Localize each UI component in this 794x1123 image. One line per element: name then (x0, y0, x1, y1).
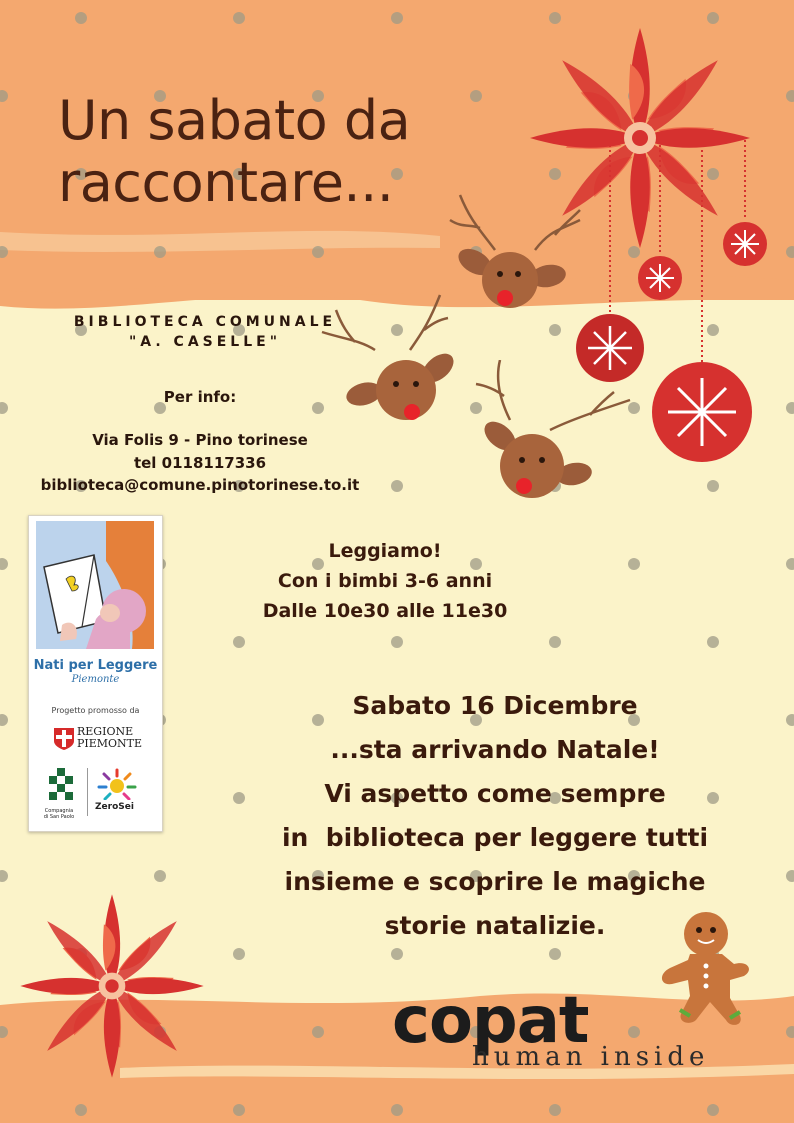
compagnia-san-paolo-label (39, 808, 79, 820)
polka-dot (312, 1026, 324, 1038)
compagnia-san-paolo-icon (49, 768, 73, 804)
reading-info (240, 536, 530, 626)
copat-wordmark: copat (392, 984, 589, 1058)
polka-dot (0, 90, 8, 102)
polka-dot (707, 1104, 719, 1116)
contact-address: Via Folis 9 - Pino torinese (92, 431, 308, 449)
poster-title: Un sabato da raccontare... (58, 89, 411, 214)
nati-per-leggere-subtitle: Piemonte (71, 674, 120, 685)
regione-piemonte-label (77, 726, 142, 750)
polka-dot (628, 1026, 640, 1038)
polka-dot (628, 558, 640, 570)
polka-dot (0, 714, 8, 726)
polka-dot (786, 558, 794, 570)
event-line2: ...sta arrivando Natale! (330, 735, 660, 764)
nati-per-leggere-logo-card (28, 515, 163, 832)
reindeer-icon (320, 290, 470, 420)
polka-dot (549, 636, 561, 648)
contact-email[interactable]: biblioteca@comune.pinotorinese.to.it (40, 476, 360, 494)
copat-tagline: human inside (472, 1042, 710, 1072)
library-name-line2: "A. CASELLE" (128, 334, 282, 350)
event-line4: in biblioteca per leggere tutti (281, 823, 709, 852)
polka-dot (786, 714, 794, 726)
zerosei-sun-icon (97, 768, 137, 800)
polka-dot (233, 1104, 245, 1116)
polka-dot (786, 90, 794, 102)
contact-phone: tel 0118117336 (133, 454, 267, 472)
event-line6: storie natalizie. (384, 911, 606, 940)
polka-dot (75, 12, 87, 24)
reading-line2: Con i bimbi 3-6 anni (277, 570, 493, 592)
polka-dot (391, 12, 403, 24)
polka-dot (391, 636, 403, 648)
polka-dot (549, 948, 561, 960)
contact-label: Per info: (163, 388, 237, 406)
nati-per-leggere-title: Nati per Leggere (33, 658, 158, 673)
polka-dot (549, 1104, 561, 1116)
polka-dot (0, 870, 8, 882)
logo-divider (87, 768, 88, 816)
reindeer-icon (470, 360, 640, 510)
polka-dot (154, 870, 166, 882)
polka-dot (233, 636, 245, 648)
polka-dot (786, 870, 794, 882)
polka-dot (0, 246, 8, 258)
polka-dot (0, 402, 8, 414)
regione-piemonte-shield-icon (53, 727, 75, 751)
reading-child-illustration (36, 521, 154, 649)
library-name-line1: BIBLIOTECA COMUNALE (73, 314, 337, 330)
event-line1: Sabato 16 Dicembre (352, 691, 638, 720)
polka-dot (312, 246, 324, 258)
polka-dot (391, 1104, 403, 1116)
regione-line2: PIEMONTE (77, 737, 143, 750)
zerosei-label: ZeroSei (95, 802, 134, 812)
compagnia-line2: di San Paolo (43, 814, 75, 820)
poinsettia-ornament-bottom-icon (12, 886, 212, 1086)
event-line5: insieme e scoprire le magiche (284, 867, 706, 896)
reading-line3: Dalle 10e30 alle 11e30 (262, 600, 508, 622)
polka-dot (154, 246, 166, 258)
child-reading-icon (36, 521, 154, 649)
polka-dot (0, 558, 8, 570)
polka-dot (0, 1026, 8, 1038)
polka-dot (233, 948, 245, 960)
polka-dot (707, 480, 719, 492)
reading-line1: Leggiamo! (328, 540, 442, 562)
polka-dot (75, 1104, 87, 1116)
compagnia-line1: Compagnia (44, 808, 74, 814)
regione-line1: REGIONE (77, 725, 134, 738)
polka-dot (233, 12, 245, 24)
event-line3: Vi aspetto come sempre (324, 779, 666, 808)
gingerbread-man-icon (658, 908, 758, 1028)
polka-dot (707, 636, 719, 648)
polka-dot (786, 1026, 794, 1038)
polka-dot (391, 948, 403, 960)
promoted-by-label: Progetto promosso da (51, 706, 140, 715)
polka-dot (391, 480, 403, 492)
